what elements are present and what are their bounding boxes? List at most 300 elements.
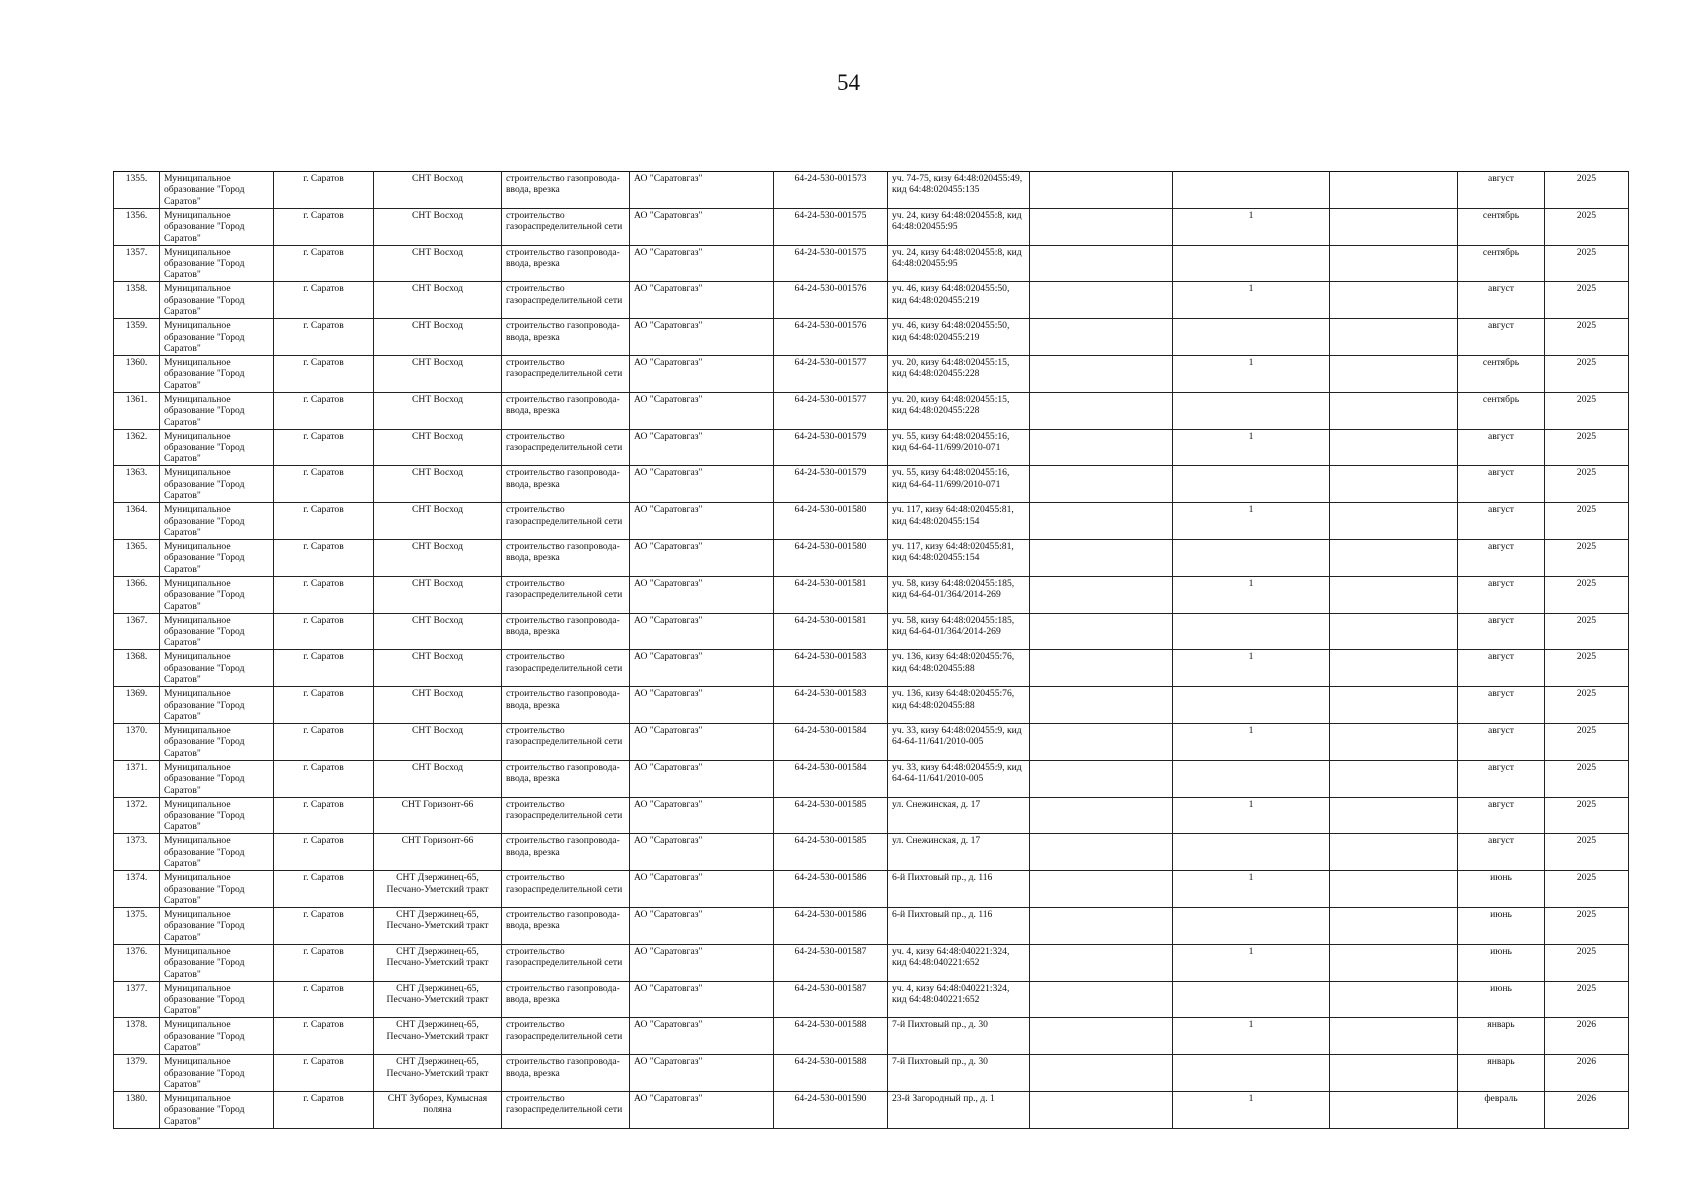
settlement-cell: СНТ Восход [374, 208, 502, 245]
municipality-cell: Муниципальное образование "Город Саратов" [160, 392, 274, 429]
flag-cell: 1 [1173, 797, 1330, 834]
city-cell: г. Саратов [274, 650, 374, 687]
address-cell: уч. 136, кизу 64:48:020455:76, кид 64:48:020455:88 [888, 687, 1030, 724]
empty-cell [1030, 723, 1173, 760]
table-row [114, 613, 1629, 650]
row-number-cell: 1359. [114, 319, 160, 356]
municipality-cell: Муниципальное образование "Город Саратов" [160, 172, 274, 209]
table-row [114, 907, 1629, 944]
year-cell: 2025 [1545, 834, 1629, 871]
municipality-cell: Муниципальное образование "Город Саратов" [160, 1055, 274, 1092]
year-cell: 2025 [1545, 355, 1629, 392]
empty-cell [1330, 392, 1458, 429]
year-cell: 2025 [1545, 392, 1629, 429]
empty-cell [1330, 503, 1458, 540]
work-type-cell: строительство газопровода-ввода, врезка [502, 172, 630, 209]
settlement-cell: СНТ Восход [374, 650, 502, 687]
municipality-cell: Муниципальное образование "Город Саратов" [160, 944, 274, 981]
object-code-cell: 64-24-530-001581 [774, 613, 888, 650]
organization-cell: АО "Саратовгаз" [630, 282, 774, 319]
flag-cell: 1 [1173, 944, 1330, 981]
organization-cell: АО "Саратовгаз" [630, 687, 774, 724]
flag-cell: 1 [1173, 208, 1330, 245]
table-row [114, 797, 1629, 834]
object-code-cell: 64-24-530-001584 [774, 723, 888, 760]
row-number-cell: 1363. [114, 466, 160, 503]
flag-cell: 1 [1173, 871, 1330, 908]
year-cell: 2025 [1545, 871, 1629, 908]
settlement-cell: СНТ Горизонт-66 [374, 797, 502, 834]
city-cell: г. Саратов [274, 245, 374, 282]
month-cell: август [1458, 319, 1545, 356]
row-number-cell: 1371. [114, 760, 160, 797]
organization-cell: АО "Саратовгаз" [630, 834, 774, 871]
settlement-cell: СНТ Восход [374, 613, 502, 650]
flag-cell [1173, 760, 1330, 797]
row-number-cell: 1375. [114, 907, 160, 944]
city-cell: г. Саратов [274, 539, 374, 576]
work-type-cell: строительство газопровода-ввода, врезка [502, 466, 630, 503]
object-code-cell: 64-24-530-001583 [774, 650, 888, 687]
object-code-cell: 64-24-530-001577 [774, 392, 888, 429]
object-code-cell: 64-24-530-001581 [774, 576, 888, 613]
empty-cell [1330, 944, 1458, 981]
flag-cell: 1 [1173, 576, 1330, 613]
address-cell: уч. 74-75, кизу 64:48:020455:49, кид 64:48:020455:135 [888, 172, 1030, 209]
municipality-cell: Муниципальное образование "Город Саратов" [160, 907, 274, 944]
empty-cell [1330, 981, 1458, 1018]
month-cell: январь [1458, 1018, 1545, 1055]
empty-cell [1030, 981, 1173, 1018]
municipality-cell: Муниципальное образование "Город Саратов" [160, 834, 274, 871]
city-cell: г. Саратов [274, 172, 374, 209]
object-code-cell: 64-24-530-001584 [774, 760, 888, 797]
table-row [114, 760, 1629, 797]
empty-cell [1330, 429, 1458, 466]
organization-cell: АО "Саратовгаз" [630, 797, 774, 834]
organization-cell: АО "Саратовгаз" [630, 760, 774, 797]
row-number-cell: 1361. [114, 392, 160, 429]
object-code-cell: 64-24-530-001585 [774, 797, 888, 834]
table-row [114, 245, 1629, 282]
row-number-cell: 1366. [114, 576, 160, 613]
settlement-cell: СНТ Горизонт-66 [374, 834, 502, 871]
month-cell: август [1458, 760, 1545, 797]
flag-cell [1173, 613, 1330, 650]
address-cell: уч. 117, кизу 64:48:020455:81, кид 64:48:020455:154 [888, 503, 1030, 540]
work-type-cell: строительство газопровода-ввода, врезка [502, 687, 630, 724]
object-code-cell: 64-24-530-001577 [774, 355, 888, 392]
empty-cell [1030, 1055, 1173, 1092]
work-type-cell: строительство газораспределительной сети [502, 650, 630, 687]
year-cell: 2025 [1545, 723, 1629, 760]
organization-cell: АО "Саратовгаз" [630, 650, 774, 687]
table-body [114, 172, 1629, 1129]
city-cell: г. Саратов [274, 429, 374, 466]
address-cell: уч. 4, кизу 64:48:040221:324, кид 64:48:040221:652 [888, 944, 1030, 981]
empty-cell [1330, 1018, 1458, 1055]
city-cell: г. Саратов [274, 1018, 374, 1055]
settlement-cell: СНТ Дзержинец-65, Песчано-Уметский тракт [374, 944, 502, 981]
empty-cell [1030, 687, 1173, 724]
settlement-cell: СНТ Зуборез, Кумысная поляна [374, 1091, 502, 1128]
object-code-cell: 64-24-530-001585 [774, 834, 888, 871]
flag-cell: 1 [1173, 282, 1330, 319]
address-cell: 7-й Пихтовый пр., д. 30 [888, 1018, 1030, 1055]
table-row [114, 539, 1629, 576]
empty-cell [1030, 797, 1173, 834]
empty-cell [1030, 539, 1173, 576]
city-cell: г. Саратов [274, 1055, 374, 1092]
object-code-cell: 64-24-530-001579 [774, 429, 888, 466]
organization-cell: АО "Саратовгаз" [630, 907, 774, 944]
flag-cell: 1 [1173, 650, 1330, 687]
year-cell: 2026 [1545, 1055, 1629, 1092]
month-cell: август [1458, 576, 1545, 613]
address-cell: 7-й Пихтовый пр., д. 30 [888, 1055, 1030, 1092]
flag-cell: 1 [1173, 1091, 1330, 1128]
object-code-cell: 64-24-530-001590 [774, 1091, 888, 1128]
address-cell: уч. 55, кизу 64:48:020455:16, кид 64-64-11/699/2010-071 [888, 429, 1030, 466]
empty-cell [1330, 319, 1458, 356]
settlement-cell: СНТ Восход [374, 355, 502, 392]
year-cell: 2026 [1545, 1018, 1629, 1055]
month-cell: сентябрь [1458, 208, 1545, 245]
city-cell: г. Саратов [274, 319, 374, 356]
month-cell: июнь [1458, 871, 1545, 908]
year-cell: 2026 [1545, 1091, 1629, 1128]
address-cell: уч. 55, кизу 64:48:020455:16, кид 64-64-11/699/2010-071 [888, 466, 1030, 503]
organization-cell: АО "Саратовгаз" [630, 208, 774, 245]
year-cell: 2025 [1545, 650, 1629, 687]
organization-cell: АО "Саратовгаз" [630, 1018, 774, 1055]
row-number-cell: 1378. [114, 1018, 160, 1055]
empty-cell [1030, 503, 1173, 540]
row-number-cell: 1376. [114, 944, 160, 981]
address-cell: 6-й Пихтовый пр., д. 116 [888, 871, 1030, 908]
year-cell: 2025 [1545, 172, 1629, 209]
object-code-cell: 64-24-530-001588 [774, 1055, 888, 1092]
empty-cell [1330, 1091, 1458, 1128]
row-number-cell: 1379. [114, 1055, 160, 1092]
table-row [114, 172, 1629, 209]
flag-cell: 1 [1173, 429, 1330, 466]
address-cell: уч. 24, кизу 64:48:020455:8, кид 64:48:020455:95 [888, 208, 1030, 245]
table-row [114, 1018, 1629, 1055]
organization-cell: АО "Саратовгаз" [630, 172, 774, 209]
row-number-cell: 1357. [114, 245, 160, 282]
empty-cell [1330, 282, 1458, 319]
empty-cell [1030, 944, 1173, 981]
row-number-cell: 1365. [114, 539, 160, 576]
object-code-cell: 64-24-530-001586 [774, 871, 888, 908]
month-cell: август [1458, 687, 1545, 724]
month-cell: август [1458, 797, 1545, 834]
work-type-cell: строительство газопровода-ввода, врезка [502, 760, 630, 797]
work-type-cell: строительство газораспределительной сети [502, 797, 630, 834]
month-cell: июнь [1458, 907, 1545, 944]
flag-cell [1173, 539, 1330, 576]
year-cell: 2025 [1545, 319, 1629, 356]
year-cell: 2025 [1545, 539, 1629, 576]
settlement-cell: СНТ Восход [374, 466, 502, 503]
object-code-cell: 64-24-530-001588 [774, 1018, 888, 1055]
empty-cell [1030, 1091, 1173, 1128]
table-row [114, 871, 1629, 908]
empty-cell [1030, 834, 1173, 871]
empty-cell [1330, 797, 1458, 834]
month-cell: сентябрь [1458, 245, 1545, 282]
row-number-cell: 1374. [114, 871, 160, 908]
city-cell: г. Саратов [274, 944, 374, 981]
row-number-cell: 1380. [114, 1091, 160, 1128]
month-cell: сентябрь [1458, 355, 1545, 392]
empty-cell [1330, 172, 1458, 209]
settlement-cell: СНТ Восход [374, 503, 502, 540]
flag-cell [1173, 392, 1330, 429]
object-code-cell: 64-24-530-001575 [774, 245, 888, 282]
city-cell: г. Саратов [274, 797, 374, 834]
work-type-cell: строительство газораспределительной сети [502, 503, 630, 540]
month-cell: август [1458, 650, 1545, 687]
year-cell: 2025 [1545, 613, 1629, 650]
work-type-cell: строительство газораспределительной сети [502, 576, 630, 613]
settlement-cell: СНТ Дзержинец-65, Песчано-Уметский тракт [374, 1055, 502, 1092]
object-code-cell: 64-24-530-001576 [774, 319, 888, 356]
empty-cell [1330, 687, 1458, 724]
year-cell: 2025 [1545, 760, 1629, 797]
settlement-cell: СНТ Дзержинец-65, Песчано-Уметский тракт [374, 981, 502, 1018]
row-number-cell: 1377. [114, 981, 160, 1018]
empty-cell [1030, 319, 1173, 356]
empty-cell [1030, 245, 1173, 282]
object-code-cell: 64-24-530-001583 [774, 687, 888, 724]
city-cell: г. Саратов [274, 723, 374, 760]
flag-cell [1173, 319, 1330, 356]
city-cell: г. Саратов [274, 282, 374, 319]
table-row [114, 981, 1629, 1018]
empty-cell [1330, 208, 1458, 245]
municipality-cell: Муниципальное образование "Город Саратов" [160, 466, 274, 503]
object-code-cell: 64-24-530-001573 [774, 172, 888, 209]
organization-cell: АО "Саратовгаз" [630, 871, 774, 908]
object-code-cell: 64-24-530-001576 [774, 282, 888, 319]
month-cell: август [1458, 834, 1545, 871]
organization-cell: АО "Саратовгаз" [630, 1091, 774, 1128]
table-row [114, 723, 1629, 760]
flag-cell [1173, 1055, 1330, 1092]
flag-cell [1173, 245, 1330, 282]
table-row [114, 687, 1629, 724]
work-type-cell: строительство газораспределительной сети [502, 208, 630, 245]
work-type-cell: строительство газопровода-ввода, врезка [502, 319, 630, 356]
month-cell: январь [1458, 1055, 1545, 1092]
flag-cell: 1 [1173, 355, 1330, 392]
year-cell: 2025 [1545, 503, 1629, 540]
address-cell: уч. 20, кизу 64:48:020455:15, кид 64:48:020455:228 [888, 355, 1030, 392]
object-code-cell: 64-24-530-001580 [774, 503, 888, 540]
address-cell: уч. 136, кизу 64:48:020455:76, кид 64:48:020455:88 [888, 650, 1030, 687]
municipality-cell: Муниципальное образование "Город Саратов" [160, 539, 274, 576]
settlement-cell: СНТ Восход [374, 723, 502, 760]
work-type-cell: строительство газопровода-ввода, врезка [502, 245, 630, 282]
empty-cell [1330, 539, 1458, 576]
month-cell: август [1458, 282, 1545, 319]
work-type-cell: строительство газопровода-ввода, врезка [502, 539, 630, 576]
city-cell: г. Саратов [274, 871, 374, 908]
municipality-cell: Муниципальное образование "Город Саратов" [160, 282, 274, 319]
month-cell: август [1458, 429, 1545, 466]
municipality-cell: Муниципальное образование "Город Саратов" [160, 797, 274, 834]
flag-cell [1173, 687, 1330, 724]
empty-cell [1330, 613, 1458, 650]
month-cell: сентябрь [1458, 392, 1545, 429]
address-cell: 6-й Пихтовый пр., д. 116 [888, 907, 1030, 944]
settlement-cell: СНТ Дзержинец-65, Песчано-Уметский тракт [374, 1018, 502, 1055]
empty-cell [1330, 650, 1458, 687]
month-cell: июнь [1458, 944, 1545, 981]
year-cell: 2025 [1545, 687, 1629, 724]
municipality-cell: Муниципальное образование "Город Саратов" [160, 687, 274, 724]
municipality-cell: Муниципальное образование "Город Саратов" [160, 613, 274, 650]
work-type-cell: строительство газораспределительной сети [502, 355, 630, 392]
municipality-cell: Муниципальное образование "Город Саратов" [160, 981, 274, 1018]
table-row [114, 466, 1629, 503]
empty-cell [1330, 871, 1458, 908]
empty-cell [1030, 760, 1173, 797]
table-row [114, 503, 1629, 540]
city-cell: г. Саратов [274, 981, 374, 1018]
month-cell: февраль [1458, 1091, 1545, 1128]
object-code-cell: 64-24-530-001587 [774, 944, 888, 981]
municipality-cell: Муниципальное образование "Город Саратов" [160, 1091, 274, 1128]
city-cell: г. Саратов [274, 576, 374, 613]
empty-cell [1330, 723, 1458, 760]
city-cell: г. Саратов [274, 355, 374, 392]
settlement-cell: СНТ Восход [374, 687, 502, 724]
table-row [114, 208, 1629, 245]
year-cell: 2025 [1545, 944, 1629, 981]
table-row [114, 650, 1629, 687]
flag-cell [1173, 834, 1330, 871]
city-cell: г. Саратов [274, 834, 374, 871]
month-cell: август [1458, 723, 1545, 760]
address-cell: ул. Снежинская, д. 17 [888, 797, 1030, 834]
flag-cell [1173, 466, 1330, 503]
work-type-cell: строительство газораспределительной сети [502, 944, 630, 981]
row-number-cell: 1364. [114, 503, 160, 540]
work-type-cell: строительство газораспределительной сети [502, 1018, 630, 1055]
year-cell: 2025 [1545, 245, 1629, 282]
city-cell: г. Саратов [274, 687, 374, 724]
address-cell: уч. 58, кизу 64:48:020455:185, кид 64-64-01/364/2014-269 [888, 576, 1030, 613]
organization-cell: АО "Саратовгаз" [630, 429, 774, 466]
city-cell: г. Саратов [274, 907, 374, 944]
empty-cell [1330, 245, 1458, 282]
table-row [114, 834, 1629, 871]
empty-cell [1030, 392, 1173, 429]
settlement-cell: СНТ Восход [374, 392, 502, 429]
municipality-cell: Муниципальное образование "Город Саратов" [160, 576, 274, 613]
settlement-cell: СНТ Восход [374, 576, 502, 613]
object-code-cell: 64-24-530-001579 [774, 466, 888, 503]
empty-cell [1030, 429, 1173, 466]
object-code-cell: 64-24-530-001575 [774, 208, 888, 245]
settlement-cell: СНТ Восход [374, 245, 502, 282]
settlement-cell: СНТ Восход [374, 539, 502, 576]
row-number-cell: 1362. [114, 429, 160, 466]
year-cell: 2025 [1545, 466, 1629, 503]
year-cell: 2025 [1545, 576, 1629, 613]
address-cell: ул. Снежинская, д. 17 [888, 834, 1030, 871]
settlement-cell: СНТ Восход [374, 319, 502, 356]
row-number-cell: 1355. [114, 172, 160, 209]
organization-cell: АО "Саратовгаз" [630, 503, 774, 540]
empty-cell [1030, 576, 1173, 613]
gasification-table [113, 171, 1629, 1129]
work-type-cell: строительство газопровода-ввода, врезка [502, 1055, 630, 1092]
year-cell: 2025 [1545, 282, 1629, 319]
organization-cell: АО "Саратовгаз" [630, 944, 774, 981]
municipality-cell: Муниципальное образование "Город Саратов" [160, 208, 274, 245]
year-cell: 2025 [1545, 907, 1629, 944]
work-type-cell: строительство газопровода-ввода, врезка [502, 981, 630, 1018]
municipality-cell: Муниципальное образование "Город Саратов" [160, 650, 274, 687]
month-cell: август [1458, 613, 1545, 650]
work-type-cell: строительство газораспределительной сети [502, 1091, 630, 1128]
empty-cell [1030, 355, 1173, 392]
address-cell: уч. 58, кизу 64:48:020455:185, кид 64-64-01/364/2014-269 [888, 613, 1030, 650]
table-row [114, 282, 1629, 319]
work-type-cell: строительство газопровода-ввода, врезка [502, 834, 630, 871]
work-type-cell: строительство газораспределительной сети [502, 723, 630, 760]
empty-cell [1330, 355, 1458, 392]
page-number: 54 [837, 70, 860, 95]
settlement-cell: СНТ Восход [374, 172, 502, 209]
empty-cell [1030, 466, 1173, 503]
municipality-cell: Муниципальное образование "Город Саратов" [160, 1018, 274, 1055]
settlement-cell: СНТ Восход [374, 282, 502, 319]
table-row [114, 355, 1629, 392]
empty-cell [1030, 1018, 1173, 1055]
municipality-cell: Муниципальное образование "Город Саратов" [160, 319, 274, 356]
address-cell: уч. 20, кизу 64:48:020455:15, кид 64:48:020455:228 [888, 392, 1030, 429]
row-number-cell: 1370. [114, 723, 160, 760]
work-type-cell: строительство газораспределительной сети [502, 429, 630, 466]
settlement-cell: СНТ Дзержинец-65, Песчано-Уметский тракт [374, 871, 502, 908]
table-row [114, 319, 1629, 356]
organization-cell: АО "Саратовгаз" [630, 981, 774, 1018]
address-cell: уч. 33, кизу 64:48:020455:9, кид 64-64-11/641/2010-005 [888, 760, 1030, 797]
table-row [114, 392, 1629, 429]
table-row [114, 944, 1629, 981]
address-cell: уч. 24, кизу 64:48:020455:8, кид 64:48:020455:95 [888, 245, 1030, 282]
empty-cell [1030, 871, 1173, 908]
organization-cell: АО "Саратовгаз" [630, 466, 774, 503]
object-code-cell: 64-24-530-001580 [774, 539, 888, 576]
table-row [114, 576, 1629, 613]
row-number-cell: 1368. [114, 650, 160, 687]
settlement-cell: СНТ Восход [374, 760, 502, 797]
flag-cell [1173, 981, 1330, 1018]
year-cell: 2025 [1545, 429, 1629, 466]
row-number-cell: 1356. [114, 208, 160, 245]
row-number-cell: 1369. [114, 687, 160, 724]
empty-cell [1330, 466, 1458, 503]
table-row [114, 1091, 1629, 1128]
table-row [114, 429, 1629, 466]
flag-cell: 1 [1173, 503, 1330, 540]
